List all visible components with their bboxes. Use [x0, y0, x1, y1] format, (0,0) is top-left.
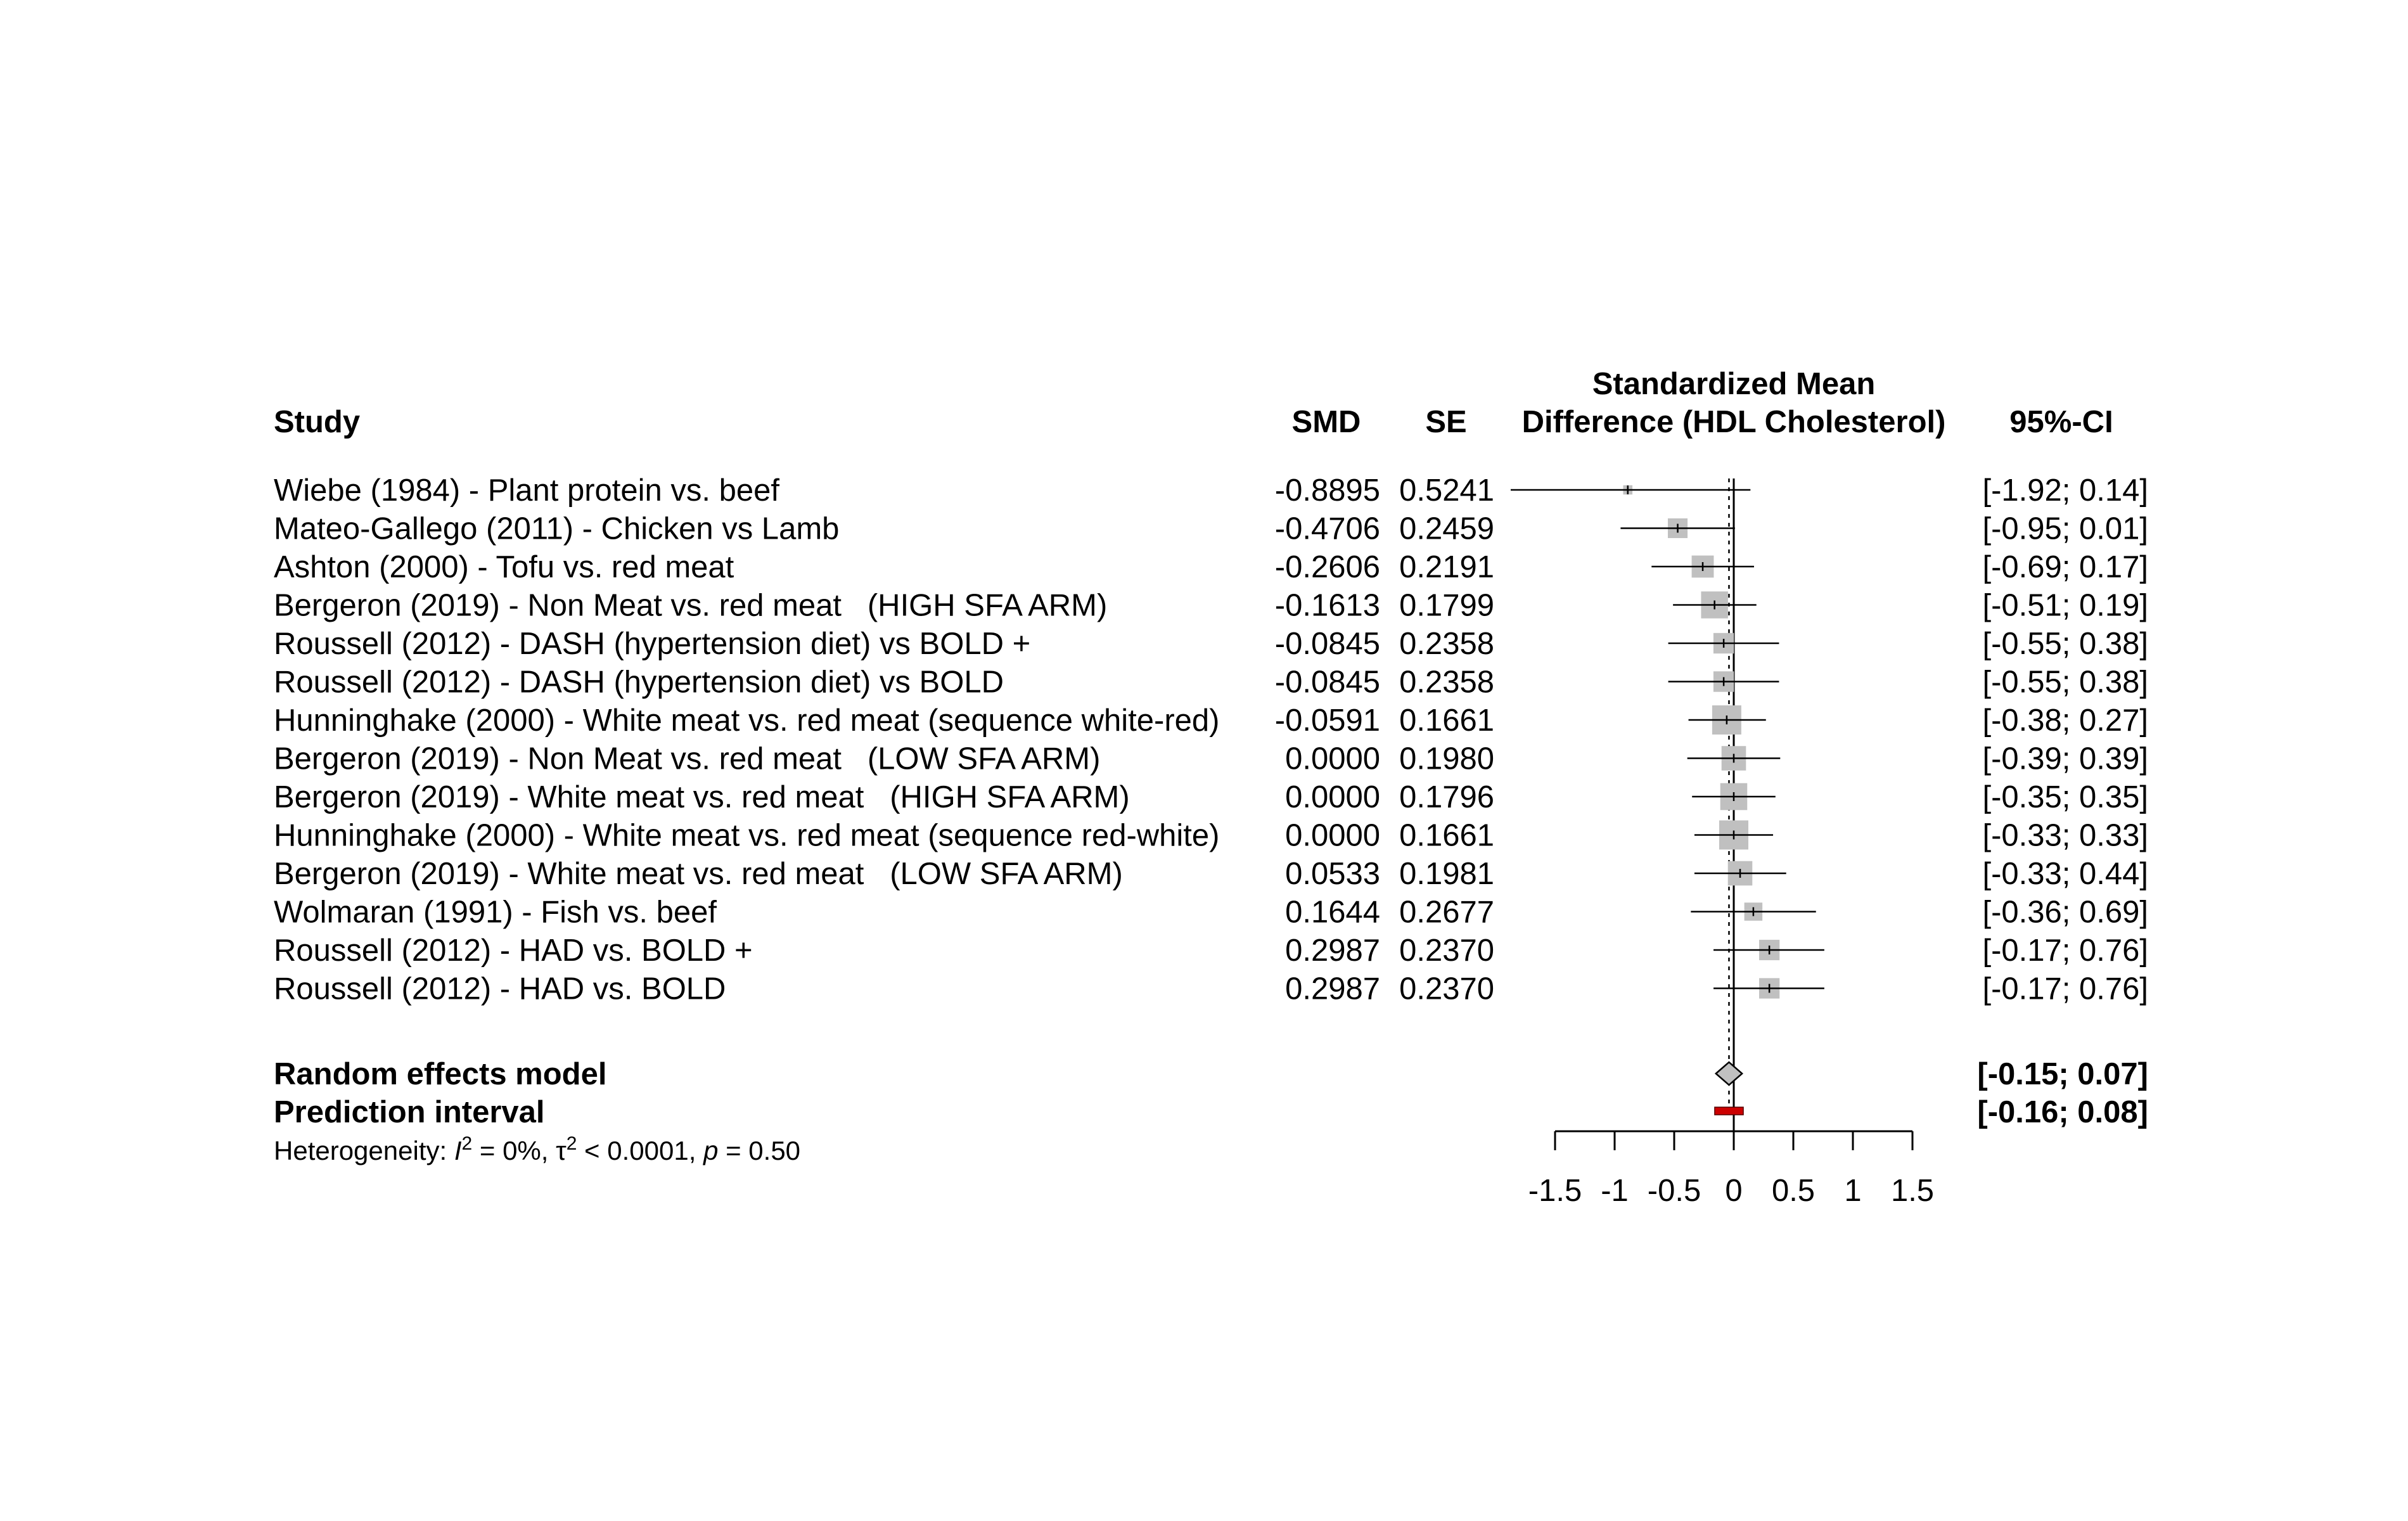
ci-value: [-1.92; 0.14] — [1982, 473, 2148, 508]
study-label: Roussell (2012) - HAD vs. BOLD — [274, 972, 726, 1006]
ci-value: [-0.17; 0.76] — [1982, 934, 2148, 968]
i-superscript: 2 — [461, 1133, 473, 1154]
tau-superscript: 2 — [566, 1133, 577, 1154]
smd-value: -0.4706 — [1274, 511, 1380, 546]
se-value: 0.2358 — [1399, 665, 1494, 700]
ci-value: [-0.51; 0.19] — [1982, 588, 2148, 623]
header-plot-line2: Difference (HDL Cholesterol) — [1521, 405, 1946, 439]
ci-value: [-0.38; 0.27] — [1982, 703, 2148, 738]
ci-value: [-0.33; 0.33] — [1982, 818, 2148, 853]
ci-value: [-0.55; 0.38] — [1982, 665, 2148, 700]
se-value: 0.2191 — [1399, 550, 1494, 584]
se-value: 0.2370 — [1399, 972, 1494, 1006]
smd-value: -0.2606 — [1274, 550, 1380, 584]
study-row — [274, 550, 2148, 584]
smd-value: -0.1613 — [1274, 588, 1380, 623]
smd-value: -0.0591 — [1274, 703, 1380, 738]
random-effects-label: Random effects model — [274, 1057, 607, 1091]
study-row — [274, 819, 2148, 853]
ci-value: [-0.35; 0.35] — [1982, 780, 2148, 814]
smd-value: -0.8895 — [1274, 473, 1380, 508]
x-tick-label: 1 — [1844, 1174, 1862, 1208]
study-row — [274, 512, 2148, 546]
study-label: Bergeron (2019) - White meat vs. red meat (LOW SFA ARM) — [274, 857, 1123, 891]
study-row — [274, 857, 2148, 891]
tau-symbol: τ — [556, 1136, 567, 1165]
random-effects-ci: [-0.15; 0.07] — [1977, 1057, 2148, 1091]
se-value: 0.1796 — [1399, 780, 1494, 814]
se-value: 0.2370 — [1399, 934, 1494, 968]
smd-value: 0.2987 — [1285, 972, 1380, 1006]
ci-value: [-0.17; 0.76] — [1982, 972, 2148, 1006]
ci-value: [-0.36; 0.69] — [1982, 895, 2148, 930]
ci-value: [-0.95; 0.01] — [1982, 511, 2148, 546]
se-value: 0.1661 — [1399, 703, 1494, 738]
header-plot-line1: Standardized Mean — [1592, 367, 1876, 401]
tau2-value: < 0.0001, — [577, 1136, 704, 1165]
smd-value: 0.0000 — [1285, 818, 1380, 853]
summary-marks — [1715, 1062, 1743, 1115]
random-effects-diamond — [1716, 1062, 1742, 1085]
x-tick-label: -0.5 — [1647, 1174, 1701, 1208]
study-label: Ashton (2000) - Tofu vs. red meat — [274, 550, 734, 584]
study-label: Roussell (2012) - DASH (hypertension diet) vs BOLD + — [274, 627, 1031, 661]
smd-value: -0.0845 — [1274, 627, 1380, 661]
smd-value: 0.0533 — [1285, 857, 1380, 891]
study-label: Mateo-Gallego (2011) - Chicken vs Lamb — [274, 511, 840, 546]
heterogeneity-prefix: Heterogeneity: — [274, 1136, 454, 1165]
study-row — [274, 934, 2148, 968]
se-value: 0.1661 — [1399, 818, 1494, 853]
heterogeneity-text — [274, 1133, 800, 1165]
study-label: Wolmaran (1991) - Fish vs. beef — [274, 895, 717, 930]
p-value: = 0.50 — [718, 1136, 801, 1165]
study-label: Bergeron (2019) - White meat vs. red meat (HIGH SFA ARM) — [274, 780, 1130, 814]
ci-value: [-0.69; 0.17] — [1982, 550, 2148, 584]
study-row — [274, 742, 2148, 776]
p-symbol: p — [703, 1136, 719, 1165]
se-value: 0.1799 — [1399, 588, 1494, 623]
x-tick-label: -1 — [1601, 1174, 1629, 1208]
prediction-interval-ci: [-0.16; 0.08] — [1977, 1095, 2148, 1129]
study-row — [274, 972, 2148, 1006]
x-axis — [1528, 1131, 1934, 1208]
study-label: Bergeron (2019) - Non Meat vs. red meat (LOW SFA ARM) — [274, 741, 1101, 776]
se-value: 0.2677 — [1399, 895, 1494, 930]
study-label: Hunninghake (2000) - White meat vs. red meat (sequence red-white) — [274, 818, 1220, 853]
study-row — [274, 780, 2148, 814]
prediction-interval-label: Prediction interval — [274, 1095, 545, 1129]
header-smd: SMD — [1291, 405, 1361, 439]
study-label: Wiebe (1984) - Plant protein vs. beef — [274, 473, 780, 508]
x-tick-label: 0.5 — [1771, 1174, 1816, 1208]
header-study: Study — [274, 405, 361, 439]
study-row — [274, 703, 2148, 738]
x-tick-label: -1.5 — [1528, 1174, 1582, 1208]
i2-value: = 0%, — [472, 1136, 556, 1165]
smd-value: -0.0845 — [1274, 665, 1380, 700]
ci-value: [-0.33; 0.44] — [1982, 857, 2148, 891]
study-label: Hunninghake (2000) - White meat vs. red meat (sequence white-red) — [274, 703, 1220, 738]
i-symbol: I — [454, 1136, 462, 1165]
se-value: 0.1981 — [1399, 857, 1494, 891]
smd-value: 0.1644 — [1285, 895, 1380, 930]
study-marks — [1511, 485, 1824, 999]
ci-value: [-0.55; 0.38] — [1982, 627, 2148, 661]
se-value: 0.2358 — [1399, 627, 1494, 661]
header-se: SE — [1425, 405, 1467, 439]
study-row — [274, 665, 2148, 700]
prediction-interval-bar — [1715, 1107, 1743, 1115]
study-row — [274, 895, 2148, 930]
se-value: 0.1980 — [1399, 741, 1494, 776]
study-row — [274, 473, 2148, 508]
study-label: Roussell (2012) - DASH (hypertension diet) vs BOLD — [274, 665, 1004, 700]
ci-value: [-0.39; 0.39] — [1982, 741, 2148, 776]
study-row — [274, 589, 2148, 623]
smd-value: 0.0000 — [1285, 780, 1380, 814]
study-row — [274, 627, 2148, 661]
header-ci: 95%-CI — [2009, 405, 2113, 439]
x-tick-label: 0 — [1725, 1174, 1743, 1208]
smd-value: 0.0000 — [1285, 741, 1380, 776]
x-tick-label: 1.5 — [1890, 1174, 1935, 1208]
smd-value: 0.2987 — [1285, 934, 1380, 968]
study-label: Roussell (2012) - HAD vs. BOLD + — [274, 934, 753, 968]
study-label: Bergeron (2019) - Non Meat vs. red meat (HIGH SFA ARM) — [274, 588, 1108, 623]
se-value: 0.5241 — [1399, 473, 1494, 508]
se-value: 0.2459 — [1399, 511, 1494, 546]
study-rows — [274, 473, 2148, 1006]
